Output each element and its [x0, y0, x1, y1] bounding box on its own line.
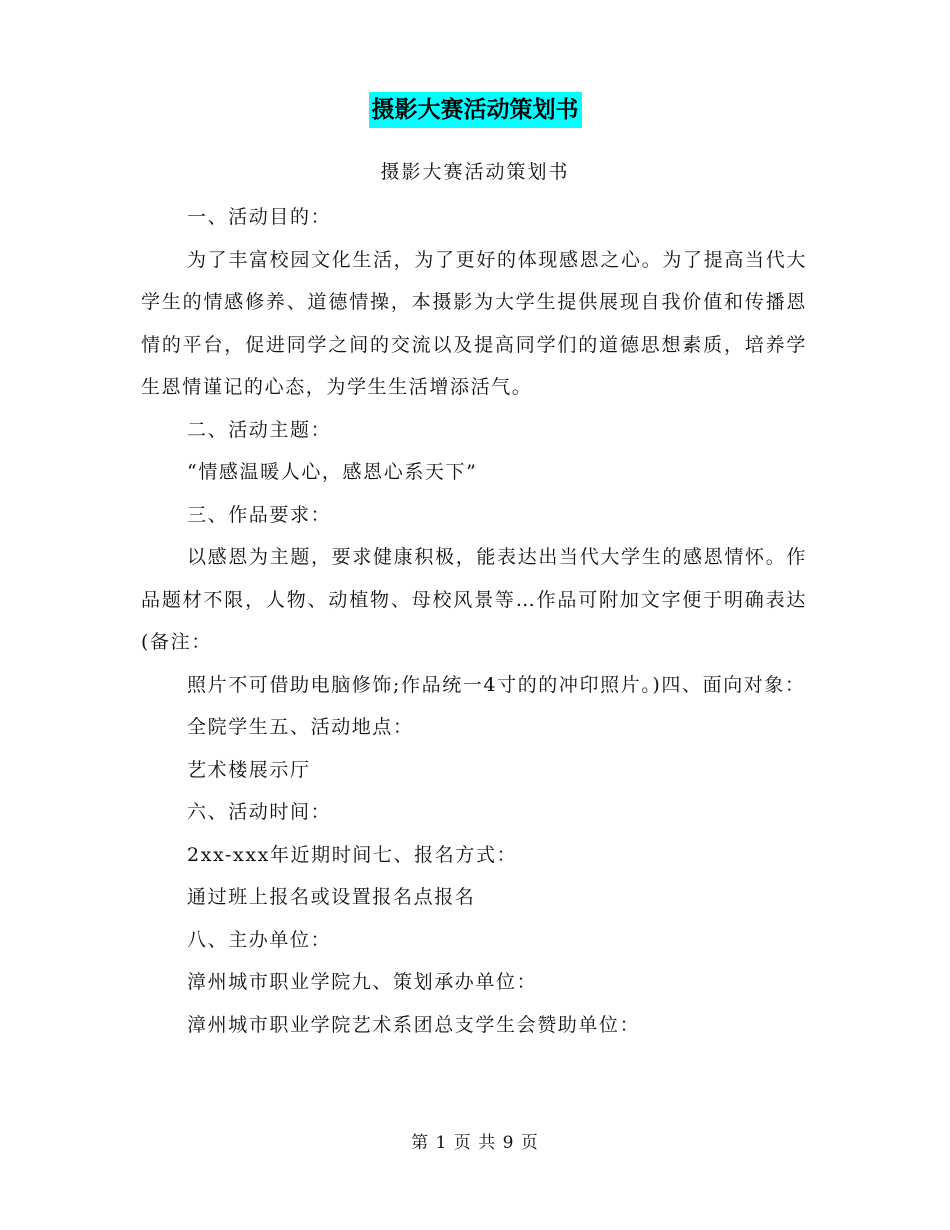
paragraph: 艺术楼展示厅	[187, 758, 311, 781]
paragraph: 三、作品要求：	[187, 503, 332, 526]
document-title: 摄影大赛活动策划书	[369, 92, 582, 128]
document-subtitle: 摄影大赛活动策划书	[380, 161, 570, 183]
paragraph: 通过班上报名或设置报名点报名	[187, 886, 476, 908]
paragraph: 六、活动时间：	[187, 801, 332, 823]
document-body	[141, 196, 807, 1046]
title-wrap	[0, 92, 950, 128]
paragraph: “情感温暖人心，感恩心系天下”	[187, 461, 478, 483]
paragraph: 二、活动主题：	[187, 418, 332, 441]
paragraph: 一、活动目的：	[187, 206, 332, 228]
paragraph: 漳州城市职业学院艺术系团总支学生会赞助单位：	[187, 1013, 641, 1036]
paragraph: 2xx-xxx年近期时间七、报名方式：	[187, 843, 518, 866]
paragraph: 全院学生五、活动地点：	[187, 716, 414, 738]
paragraph: 为了丰富校园文化生活，为了更好的体现感恩之心。为了提高当代大学生的情感修养、道德情操，本摄影为大学生提供展现自我价值和传播恩情的平台，促进同学之间的交流以及提高同学们的道德思想素质，培养学生恩情谨记的心态，为学生生活增添活气。	[141, 248, 807, 398]
paragraph: 照片不可借助电脑修饰;作品统一4寸的的冲印照片。)四、面向对象：	[187, 673, 806, 696]
page-footer: 第 1 页 共 9 页	[411, 1133, 539, 1153]
paragraph: 漳州城市职业学院九、策划承办单位：	[187, 971, 538, 993]
paragraph: 以感恩为主题，要求健康积极，能表达出当代大学生的感恩情怀。作品题材不限，人物、动植物、母校风景等…作品可附加文字便于明确表达(备注：	[141, 546, 807, 653]
paragraph: 八、主办单位：	[187, 928, 332, 951]
